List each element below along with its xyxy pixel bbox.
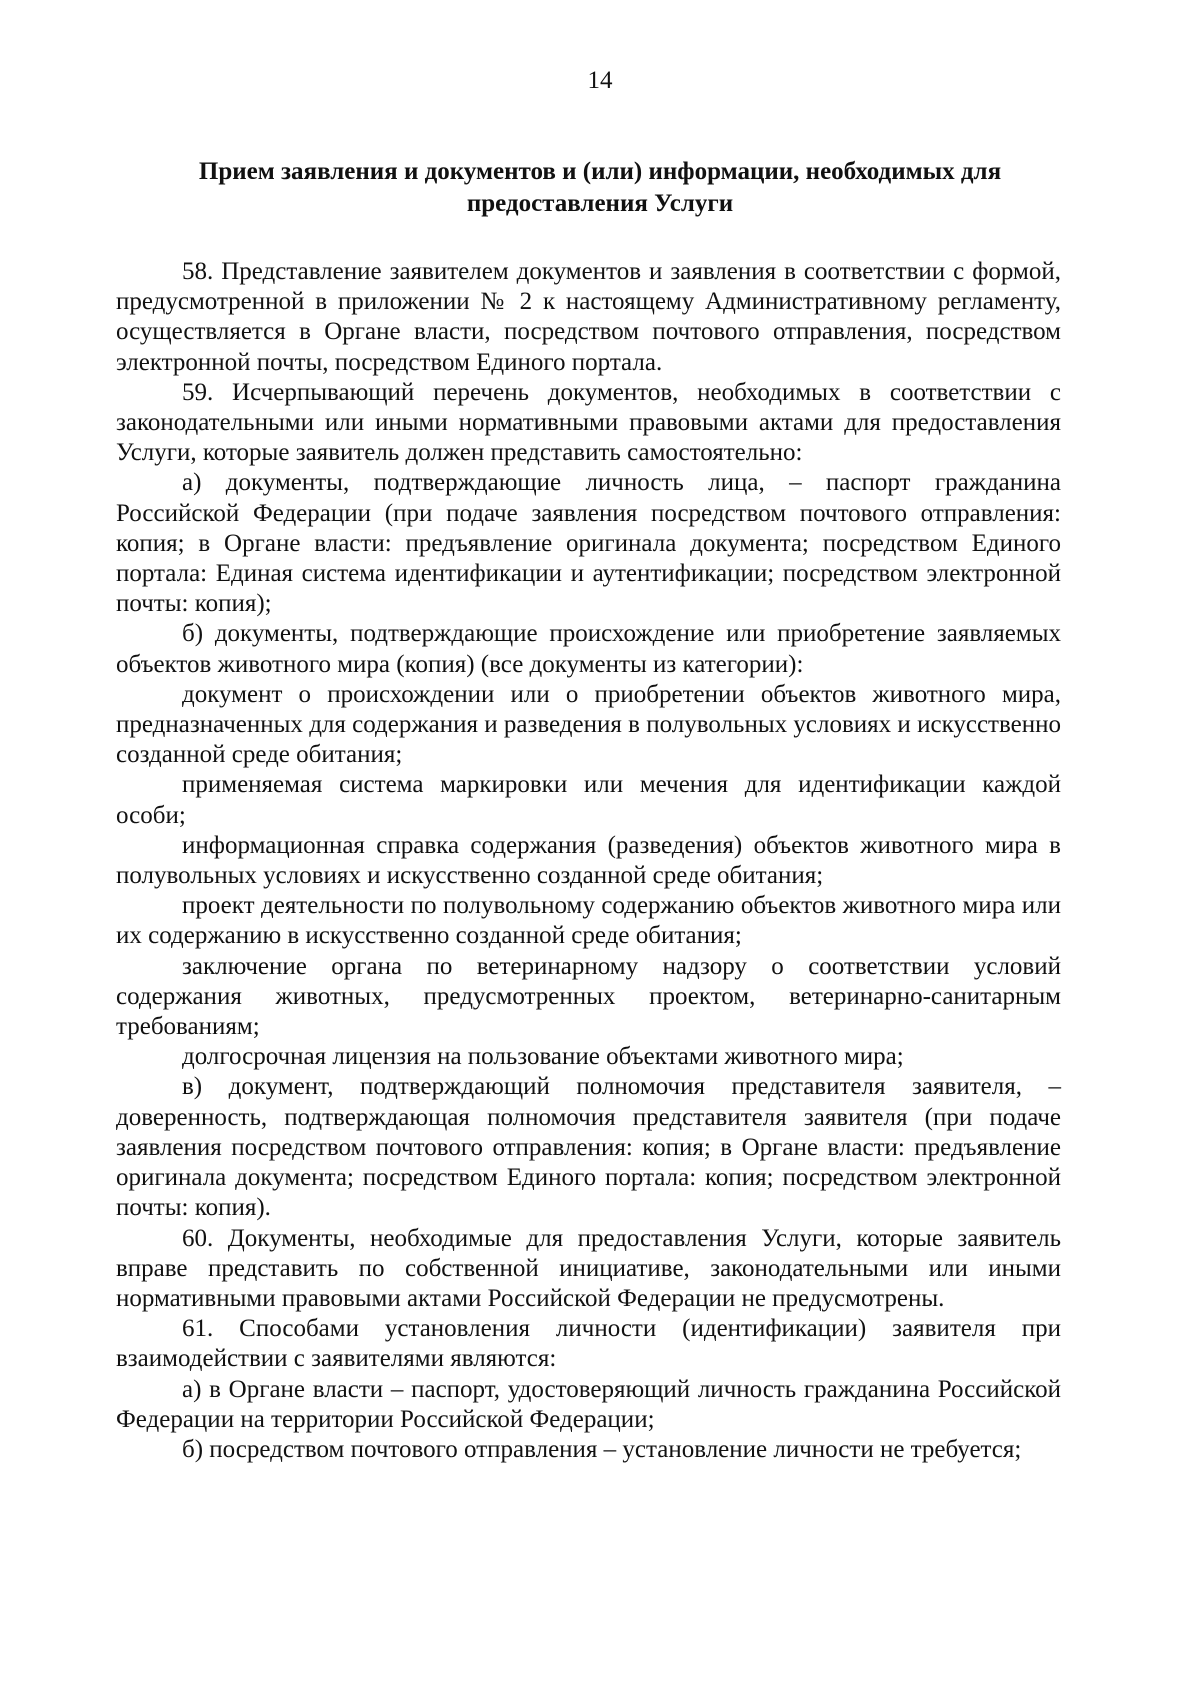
- page-number: 14: [587, 67, 613, 94]
- paragraph-58: 58. Представление заявителем документов и заявления в соответствии с формой, предусмотренной в приложении № 2 к настоящему Административному регламенту, осуществляется в Органе власти, посредством почтового отправления, посредством электронной почты, посредством Единого портала.: [116, 258, 1061, 376]
- paragraph-59-v: в) документ, подтверждающий полномочия представителя заявителя, – доверенность, подтверждающая полномочия представителя заявителя (при подаче заявления посредством почтового отправления: копия; в Органе власти: предъявление оригинала документа; посредством Единого портала: копия; посредством электронной почты: копия).: [116, 1073, 1061, 1222]
- paragraph-61: 61. Способами установления личности (идентификации) заявителя при взаимодействии с заявителями являются:: [116, 1315, 1061, 1373]
- paragraph-59-a: а) документы, подтверждающие личность лица, – паспорт гражданина Российской Федерации (при подаче заявления посредством почтового отправления: копия; в Органе власти: предъявление оригинала документа; посредством Единого портала: Единая система идентификации и аутентификации; посредством электронной почты: копия);: [116, 469, 1061, 618]
- list-item: применяемая система маркировки или мечения для идентификации каждой особи;: [116, 771, 1061, 829]
- list-item: проект деятельности по полувольному содержанию объектов животного мира или их содержанию в искусственно созданной среде обитания;: [116, 892, 1061, 950]
- section-heading: Прием заявления и документов и (или) информации, необходимых для предоставления Услуги: [198, 158, 1002, 217]
- paragraph-61-b: б) посредством почтового отправления – установление личности не требуется;: [182, 1435, 1022, 1463]
- list-item: заключение органа по ветеринарному надзору о соответствии условий содержания животных, предусмотренных проектом, ветеринарно-санитарным требованиям;: [116, 952, 1061, 1041]
- list-item: документ о происхождении или о приобретении объектов животного мира, предназначенных для содержания и разведения в полувольных условиях и искусственно созданной среде обитания;: [116, 680, 1061, 769]
- paragraph-60: 60. Документы, необходимые для предоставления Услуги, которые заявитель вправе представить по собственной инициативе, законодательными или иными нормативными правовыми актами Российской Федерации не предусмотрены.: [116, 1224, 1061, 1312]
- document-body: [116, 257, 1061, 1465]
- list-item: долгосрочная лицензия на пользование объектами животного мира;: [182, 1043, 904, 1071]
- paragraph-61-a: а) в Органе власти – паспорт, удостоверяющий личность гражданина Российской Федерации на территории Российской Федерации;: [116, 1375, 1061, 1433]
- paragraph-59: 59. Исчерпывающий перечень документов, необходимых в соответствии с законодательными или иными нормативными правовыми актами для предоставления Услуги, которые заявитель должен представить самостоятельно:: [116, 378, 1061, 467]
- paragraph-59-b: б) документы, подтверждающие происхождение или приобретение заявляемых объектов животного мира (копия) (все документы из категории):: [116, 620, 1061, 678]
- list-item: информационная справка содержания (разведения) объектов животного мира в полувольных условиях и искусственно созданной среде обитания;: [116, 831, 1061, 890]
